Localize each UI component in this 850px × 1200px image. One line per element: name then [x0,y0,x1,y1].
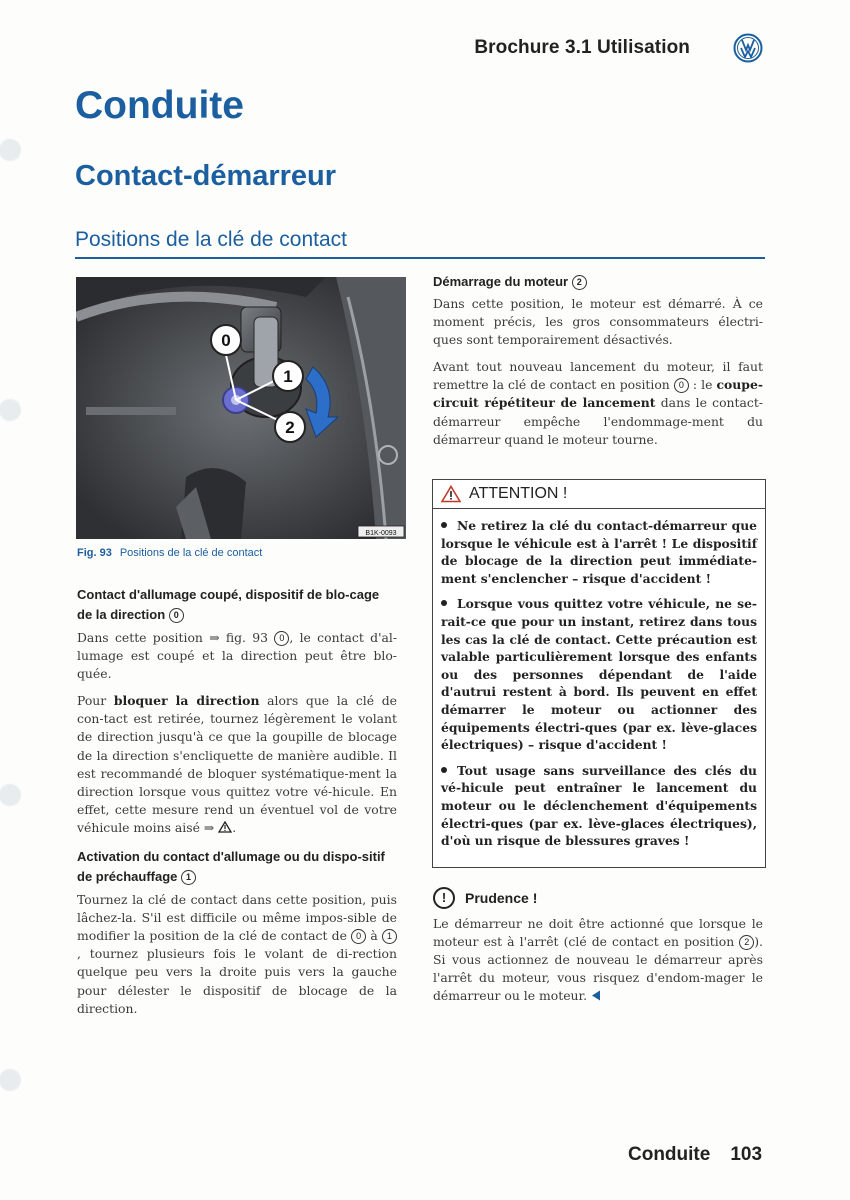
attention-item: Lorsque vous quittez votre véhicule, ne se-rait-ce que pour un instant, retirez dans tous les cas la clé de contact. Cette précaution est valable particulièrement lorsque des enfants ou des personnes dépendant de l'aide d'autrui restent à bord. Ils peuvent en effet démarrer le moteur ou actionner des équipements électri-ques (par ex. lève-glaces électriques) – risque d'accident ! [441,596,757,753]
heading-contact-coupe: Contact d'allumage coupé, dispositif de blo-cage de la direction 0 [77,587,380,622]
attention-item: Tout usage sans surveillance des clés du vé-hicule peut entraîner le lancement du moteur ou le déclenchement d'équipements électri-ques (par ex. lève-glaces électriques), d'où un risque de blessures graves ! [441,762,757,849]
figure-caption-text: Positions de la clé de contact [119,547,263,559]
prudence-header [433,887,537,909]
position-label-1 [273,361,303,391]
svg-text:2: 2 [285,418,295,437]
footer-chapter: Conduite [628,1144,711,1165]
left-column [77,585,397,1018]
caution-icon: ! [433,887,455,909]
subsection-title: Positions de la clé de contact [75,228,347,251]
paragraph: Dans cette position, le moteur est démarré. À ce moment précis, les gros consommateurs électri-ques sont temporairement désactivés. [433,296,763,348]
section-rule [75,257,765,259]
position-symbol: 0 [274,631,289,646]
attention-box [432,479,766,868]
page-title: Conduite [75,84,244,127]
page-tab-mark [0,135,32,165]
figure-number: Fig. 93 [77,547,112,559]
svg-text:1: 1 [283,367,293,386]
attention-title: ATTENTION ! [469,485,568,502]
page-footer [628,1144,762,1166]
heading-demarrage: Démarrage du moteur 2 [433,272,763,292]
running-head: Brochure 3.1 Utilisation [474,37,690,58]
figure-code: B1K-0093 [365,530,397,537]
position-symbol: 1 [382,929,397,944]
prudence-text: Le démarreur ne doit être actionné que lorsque le moteur est à l'arrêt (clé de contact en position 2 ). Si vous actionnez de nouveau le démarreur après l'arrêt du moteur, vous risquez d'endom-mager le démarreur ou le moteur. [433,916,763,1004]
page-tab-mark [0,395,32,425]
position-symbol: 0 [169,608,184,623]
warning-icon [441,485,461,503]
warning-icon [218,821,232,833]
paragraph: Pour bloquer la direction alors que la clé de con-tact est retirée, tournez légèrement le volant de direction jusqu'à ce que la goupille de blocage de la direction s'encliquette de manière audible. Il est recommandé de bloquer systématique-ment la direction lorsque vous quittez votre vé-hicule. En effet, cette mesure rend un éventuel vol de votre véhicule moins aisé ⇒ . [77,693,397,835]
svg-text:0: 0 [221,331,231,350]
attention-header [433,480,765,509]
attention-item: Ne retirez la clé du contact-démarreur que lorsque le véhicule est à l'arrêt ! Le dispositif de blocage de la direction peut immédiate-ment s'enclencher – risque d'accident ! [441,518,757,586]
prudence-title: Prudence ! [465,890,538,906]
page-tab-mark [0,1065,32,1095]
heading-activation: Activation du contact d'allumage ou du dispo-sitif de préchauffage 1 [77,849,385,885]
ignition-illustration [76,277,406,539]
position-symbol: 1 [181,870,196,885]
position-label-0 [211,325,241,355]
end-marker-icon [591,990,601,1001]
position-symbol: 2 [572,275,587,290]
section-title: Contact-démarreur [75,160,337,192]
paragraph: Avant tout nouveau lancement du moteur, il faut remettre la clé de contact en position 0 : le coupe-circuit répétiteur de lancement dans le contact-démarreur empêche l'endommage-ment du démarreur quand le moteur tourne. [433,359,763,447]
position-label-2 [275,412,305,442]
position-symbol: 0 [351,929,366,944]
vw-logo-icon [733,33,763,63]
position-symbol: 0 [674,378,689,393]
right-column [433,272,763,449]
paragraph: Dans cette position ⇒ fig. 93 0 , le contact d'al-lumage est coupé et la direction peut être blo-quée. [77,630,398,682]
paragraph: Tournez la clé de contact dans cette position, puis lâchez-la. S'il est difficile ou même impos-sible de modifier la position de la clé de contact de 0 à 1, tournez plusieurs fois le volant de di-rection quelque peu vers la droite puis vers la gauche pour délester le dispositif de blocage de la direction. [77,892,397,1016]
position-symbol: 2 [739,935,754,950]
figure-caption [77,547,262,559]
page-tab-mark [0,780,32,810]
page-number: 103 [730,1144,763,1165]
ignition-figure [76,277,406,539]
